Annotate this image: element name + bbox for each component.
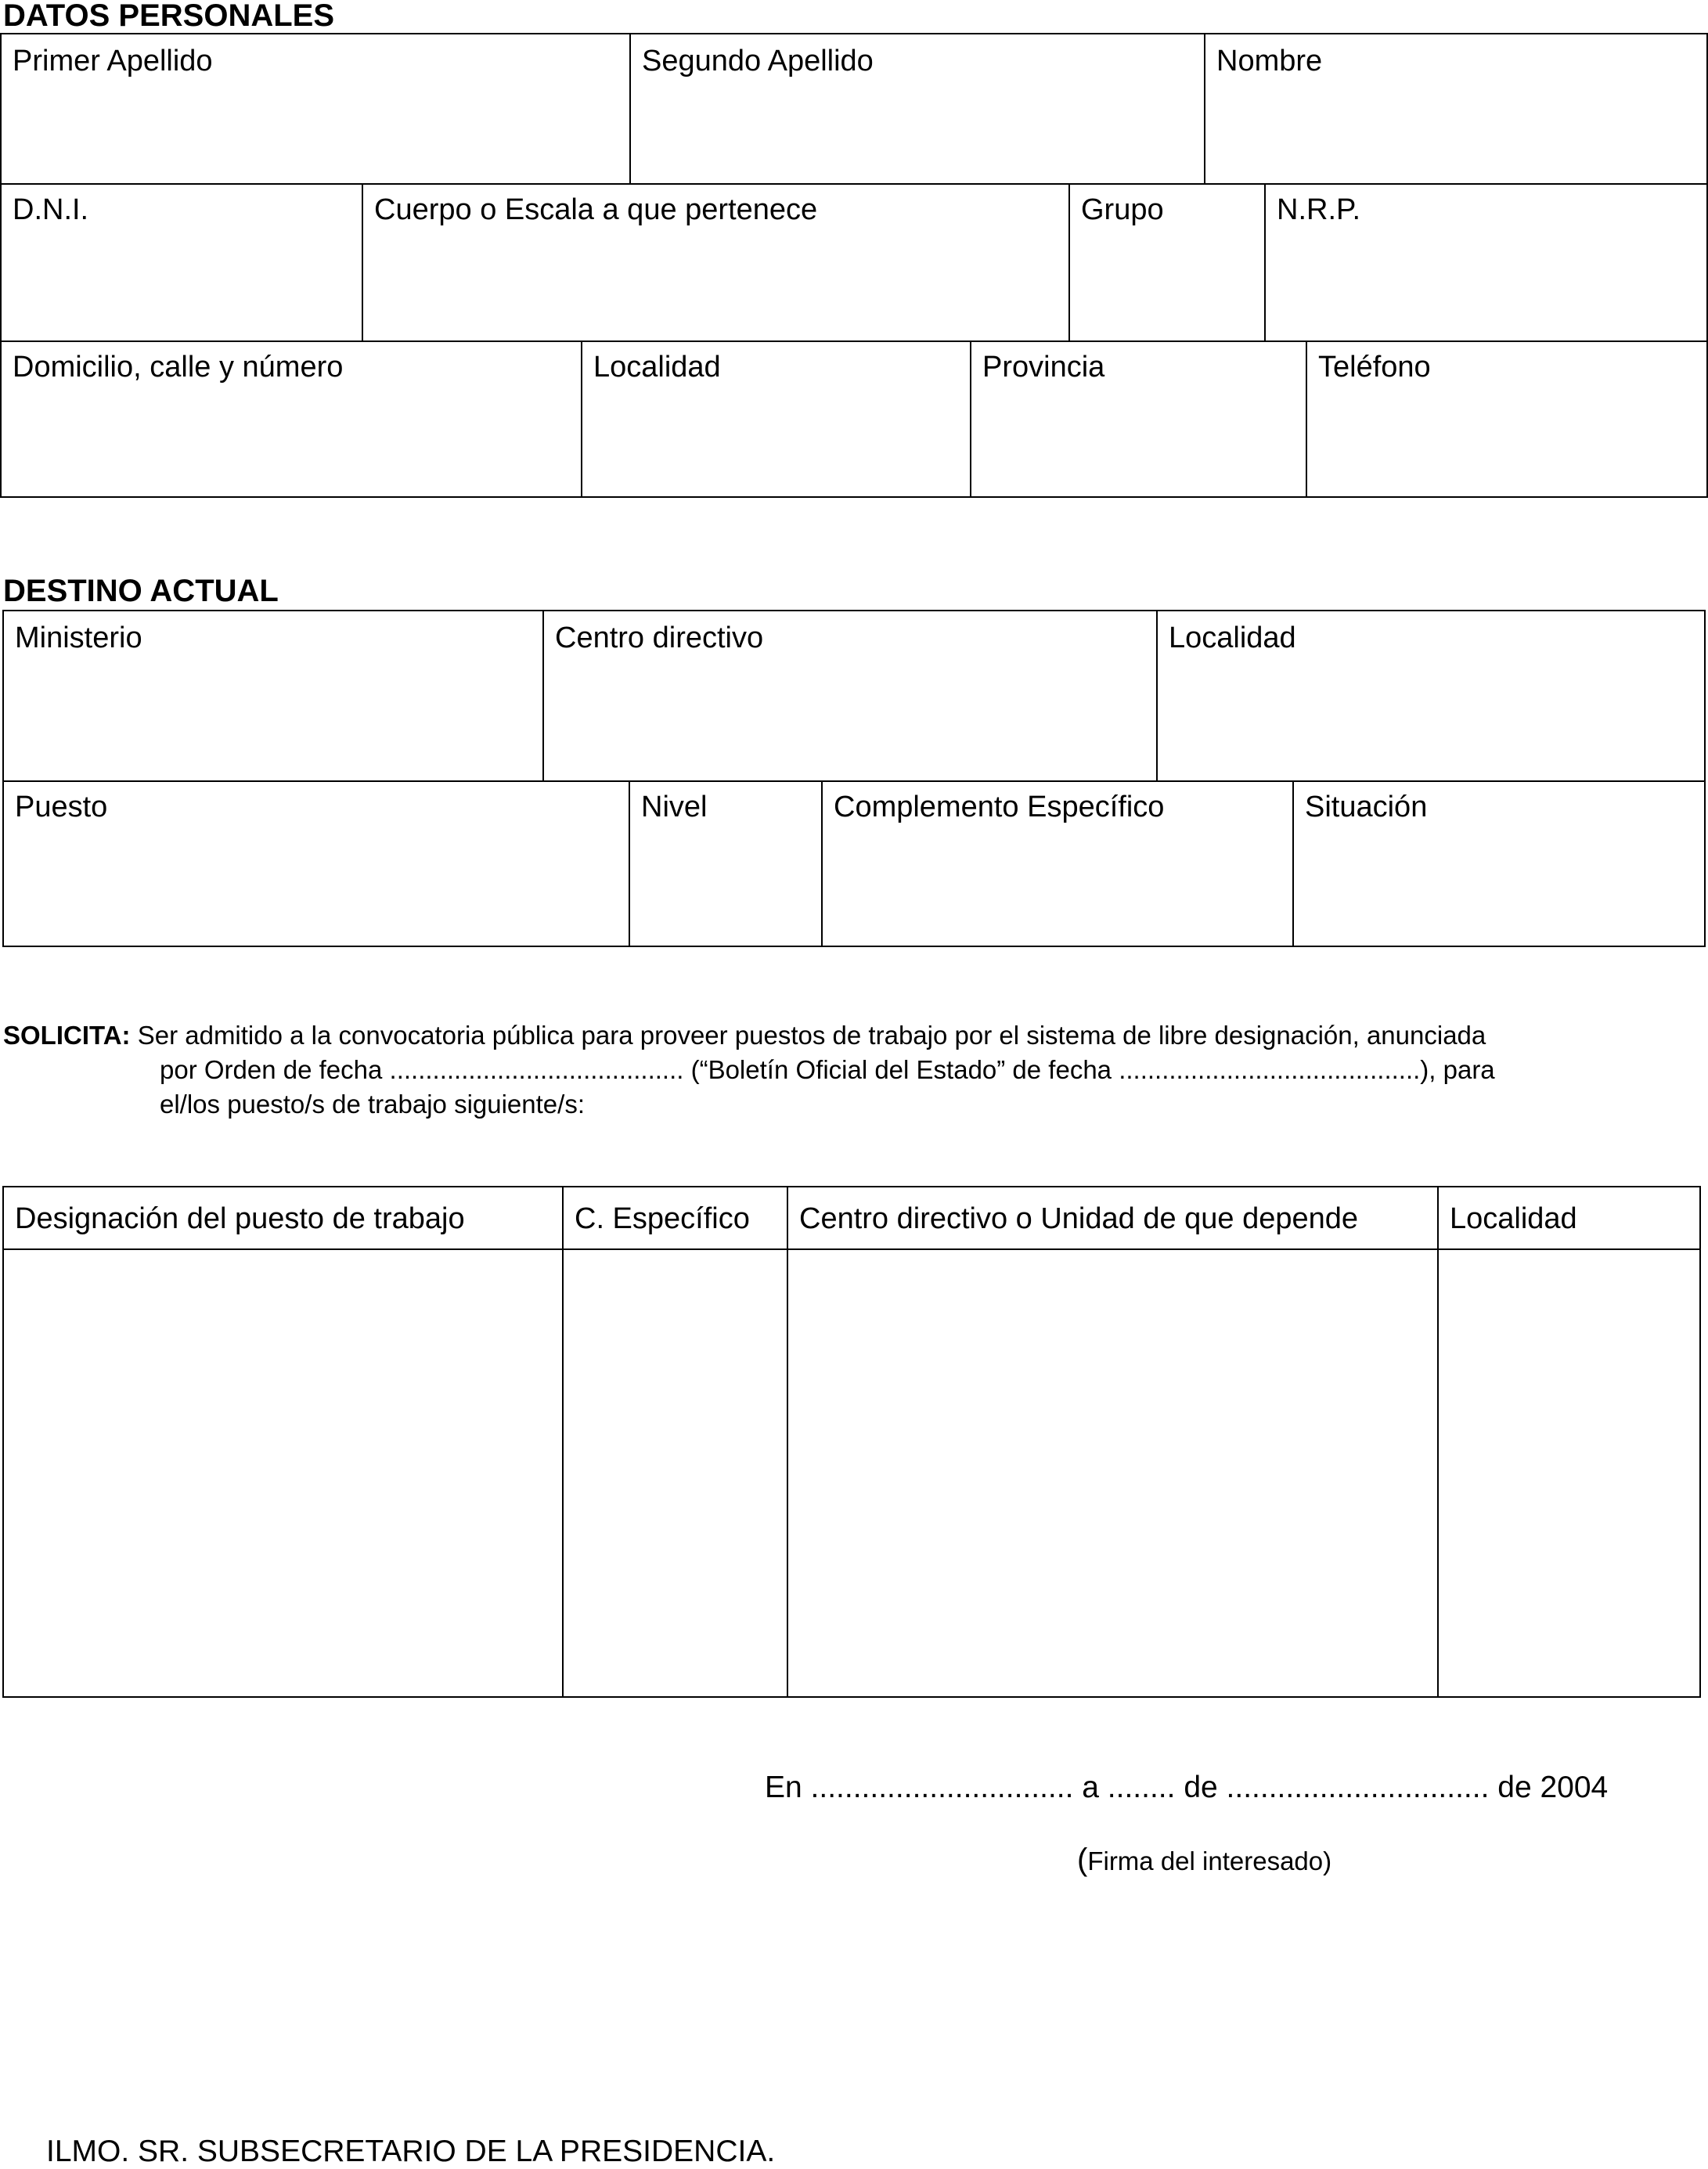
firma-paren: ( (1077, 1843, 1088, 1877)
field-grupo[interactable]: Grupo (1081, 193, 1164, 226)
solicita-line-3: el/los puesto/s de trabajo siguiente/s: (160, 1090, 586, 1119)
field-situacion[interactable]: Situación (1305, 791, 1428, 823)
field-nivel[interactable]: Nivel (641, 791, 708, 823)
field-segundo-apellido[interactable]: Segundo Apellido (642, 45, 874, 77)
addressee: ILMO. SR. SUBSECRETARIO DE LA PRESIDENCIA. (46, 2135, 776, 2168)
section-title-datos-personales: DATOS PERSONALES (3, 0, 335, 33)
field-nrp[interactable]: N.R.P. (1277, 193, 1361, 226)
puestos-table (2, 1186, 1701, 1698)
field-nombre[interactable]: Nombre (1216, 45, 1323, 77)
field-ministerio[interactable]: Ministerio (15, 622, 142, 654)
date-line: En ............................... a ........ de ............................... de 2004 (765, 1771, 1609, 1804)
field-localidad[interactable]: Localidad (593, 351, 721, 384)
input-c-especifico[interactable] (564, 1250, 787, 1696)
header-localidad: Localidad (1450, 1202, 1577, 1235)
section-title-destino-actual: DESTINO ACTUAL (3, 574, 279, 608)
field-puesto[interactable]: Puesto (15, 791, 108, 823)
destino-actual-table (2, 610, 1706, 947)
header-designacion: Designación del puesto de trabajo (15, 1202, 465, 1235)
field-centro-directivo[interactable]: Centro directivo (555, 622, 764, 654)
input-designacion[interactable] (5, 1250, 562, 1696)
firma-block (1077, 1843, 1331, 1878)
firma-text: Firma del interesado) (1087, 1847, 1332, 1875)
header-c-especifico: C. Específico (575, 1202, 750, 1235)
field-primer-apellido[interactable]: Primer Apellido (13, 45, 213, 77)
field-domicilio[interactable]: Domicilio, calle y número (13, 351, 344, 384)
divider (2, 183, 1706, 185)
field-cuerpo-escala[interactable]: Cuerpo o Escala a que pertenece (374, 193, 818, 226)
solicita-text-1: Ser admitido a la convocatoria pública para proveer puestos de trabajo por el sistema de libre designación, anunciada (137, 1021, 1486, 1050)
field-localidad-destino[interactable]: Localidad (1169, 622, 1296, 654)
input-localidad[interactable] (1439, 1250, 1699, 1696)
field-complemento-especifico[interactable]: Complemento Específico (834, 791, 1165, 823)
solicita-line-2: por Orden de fecha ......................................... (“Boletín Oficial del Estado” de fecha ..........................................), para (160, 1055, 1495, 1084)
datos-personales-table (0, 33, 1708, 498)
field-telefono[interactable]: Teléfono (1318, 351, 1431, 384)
field-dni[interactable]: D.N.I. (13, 193, 89, 226)
input-centro-directivo[interactable] (788, 1250, 1437, 1696)
field-provincia[interactable]: Provincia (982, 351, 1105, 384)
solicita-line-1 (3, 1018, 1486, 1053)
header-centro-directivo: Centro directivo o Unidad de que depende (799, 1202, 1359, 1235)
solicita-label: SOLICITA: (3, 1021, 131, 1050)
